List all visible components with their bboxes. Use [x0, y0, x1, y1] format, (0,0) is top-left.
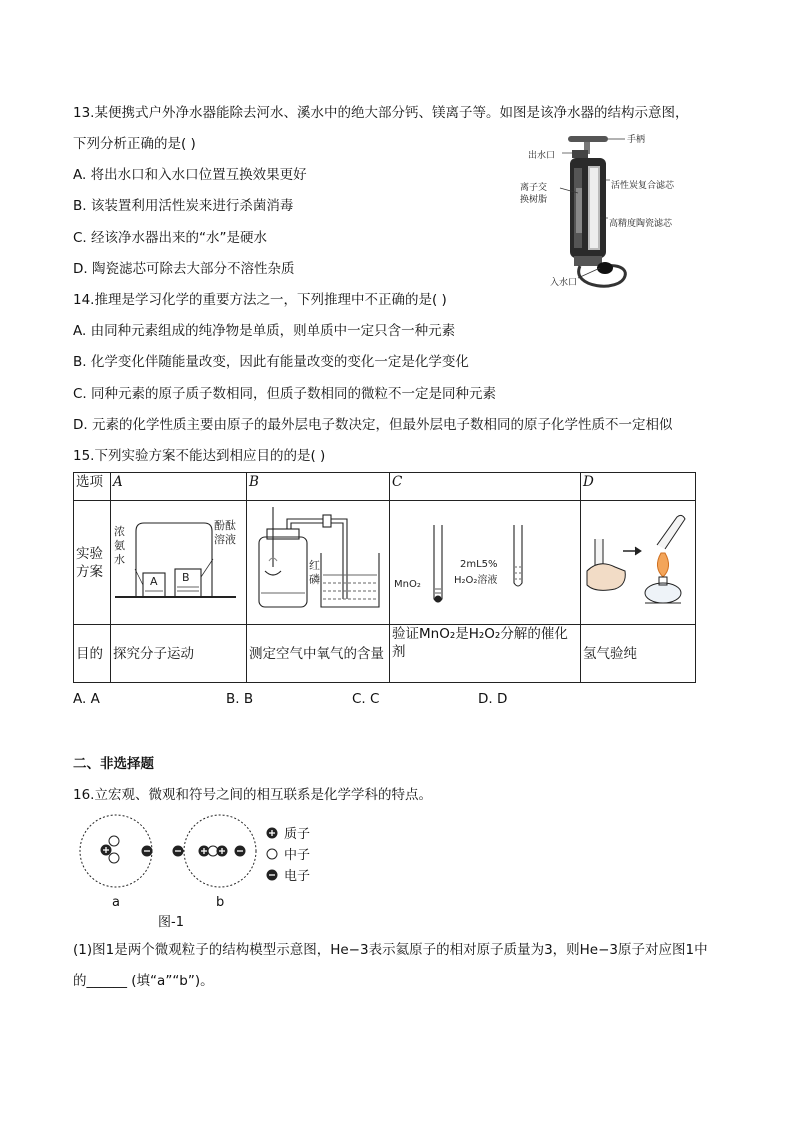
- q14-option-b: B. 化学变化伴随能量改变，因此有能量改变的变化一定是化学变化: [73, 354, 469, 370]
- q13-option-d: D. 陶瓷滤芯可除去大部分不溶性杂质: [73, 261, 295, 277]
- fig-a-label-3: 水: [114, 553, 125, 566]
- label-resin-1: 离子交: [520, 183, 548, 193]
- legend-neutron: 中子: [284, 848, 311, 863]
- q15-answer-d: D. D: [478, 691, 508, 707]
- q15-stem: 15.下列实验方案不能达到相应目的的是( ): [73, 448, 326, 464]
- figure-a-cell: [111, 501, 247, 625]
- label-outlet: 出水口: [528, 151, 556, 161]
- fig-a-label-4: 酚酞: [214, 519, 236, 532]
- model-label-a: a: [112, 895, 120, 910]
- fig-c-mno2: MnO₂: [394, 579, 421, 590]
- fig-a-label-1: 浓: [114, 525, 125, 538]
- figure-d-hydrogen-purity: [581, 501, 695, 619]
- purpose-c: 验证MnO₂是H₂O₂分解的催化剂: [390, 625, 581, 683]
- experiment-table: [73, 472, 696, 683]
- table-row-label-plan: 实验方案: [74, 501, 111, 625]
- figure-c-cell: [390, 501, 581, 625]
- q13-option-b: B. 该装置利用活性炭来进行杀菌消毒: [73, 198, 294, 214]
- q13-option-c: C. 经该净水器出来的“水”是硬水: [73, 230, 267, 246]
- fig-a-beaker-b: B: [182, 571, 190, 584]
- fig-b-label-2: 磷: [309, 573, 320, 586]
- fig-c-solution-2: H₂O₂溶液: [454, 575, 498, 586]
- label-handle: 手柄: [627, 135, 646, 145]
- q14-option-a: A. 由同种元素组成的纯净物是单质，则单质中一定只含一种元素: [73, 323, 456, 339]
- q16-part1-line2: 的______ (填“a”“b”)。: [73, 973, 214, 989]
- table-header-d: D: [581, 473, 696, 501]
- q13-option-a: A. 将出水口和入水口位置互换效果更好: [73, 167, 307, 183]
- q16-stem: 16.立宏观、微观和符号之间的相互联系是化学学科的特点。: [73, 787, 432, 803]
- label-ceramic-filter: 高精度陶瓷滤芯: [609, 219, 673, 229]
- label-carbon-filter: 活性炭复合滤芯: [611, 181, 675, 191]
- figure-b-cell: [247, 501, 390, 625]
- figure-a-ammonia-diffusion: [111, 501, 246, 619]
- section-title: 二、非选择题: [73, 756, 154, 772]
- legend-electron: 电子: [284, 869, 311, 884]
- q13-stem-line2: 下列分析正确的是( ): [73, 136, 196, 152]
- q15-answer-a: A. A: [73, 691, 100, 707]
- q14-option-d: D. 元素的化学性质主要由原子的最外层电子数决定，但最外层电子数相同的原子化学性质不一定相似: [73, 417, 673, 433]
- q14-option-c: C. 同种元素的原子质子数相同，但质子数相同的微粒不一定是同种元素: [73, 386, 497, 402]
- fig-a-label-5: 溶液: [214, 533, 236, 546]
- table-header-b: B: [247, 473, 390, 501]
- table-row-label-purpose: 目的: [74, 625, 111, 683]
- q14-stem: 14.推理是学习化学的重要方法之一，下列推理中不正确的是( ): [73, 292, 447, 308]
- label-inlet: 入水口: [550, 278, 578, 288]
- figure-c-catalyst: [390, 501, 580, 619]
- purpose-d: 氢气验纯: [581, 625, 696, 683]
- table-header-a: A: [111, 473, 247, 501]
- purpose-b: 测定空气中氧气的含量: [247, 625, 390, 683]
- figure-b-oxygen-content: [247, 501, 389, 619]
- model-label-b: b: [216, 895, 225, 910]
- q15-answer-b: B. B: [226, 691, 254, 707]
- legend-proton: 质子: [284, 827, 311, 842]
- q16-part1-line1: (1)图1是两个微观粒子的结构模型示意图，He−3表示氦原子的相对原子质量为3，则He−3原子对应图1中: [73, 942, 708, 958]
- label-resin-2: 换树脂: [520, 195, 548, 205]
- fig-c-solution-1: 2mL5%: [460, 559, 498, 570]
- fig-a-label-2: 氨: [114, 539, 125, 552]
- fig-b-label-1: 红: [309, 559, 320, 572]
- atom-model-figure: [70, 814, 330, 932]
- fig-a-beaker-a: A: [150, 575, 158, 588]
- table-header-c: C: [390, 473, 581, 501]
- figure-d-cell: [581, 501, 696, 625]
- table-header-option: 选项: [74, 473, 111, 501]
- purpose-a: 探究分子运动: [111, 625, 247, 683]
- q13-stem-line1: 13.某便携式户外净水器能除去河水、溪水中的绝大部分钙、镁离子等。如图是该净水器的结构示意图，: [73, 105, 689, 121]
- water-purifier-figure: [510, 128, 700, 293]
- q15-answer-c: C. C: [352, 691, 380, 707]
- figure-caption: 图-1: [158, 915, 184, 930]
